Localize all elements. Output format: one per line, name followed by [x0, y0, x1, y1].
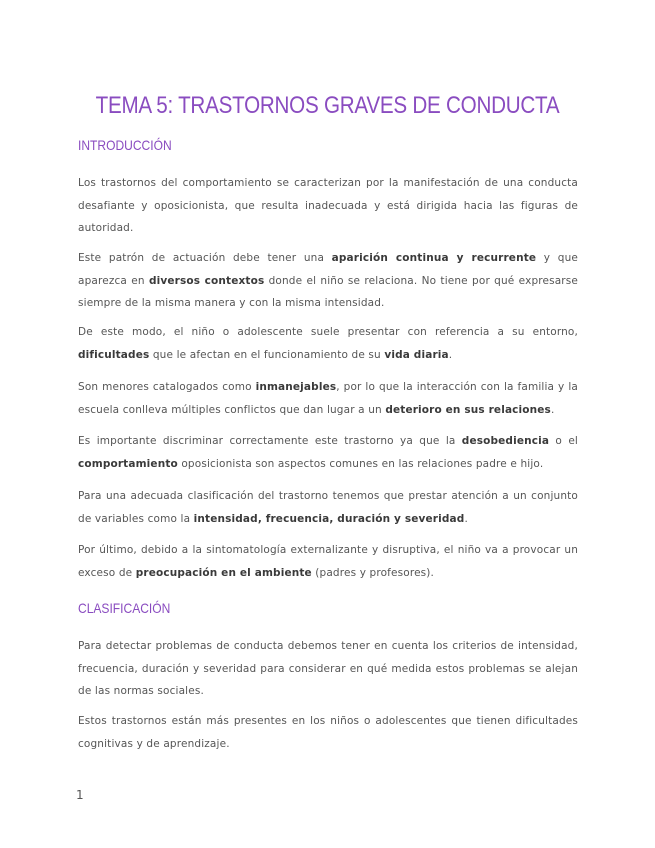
bold-desobediencia: desobediencia — [461, 435, 550, 447]
bold-variables: intensidad, frecuencia, duración y severidad — [193, 512, 465, 525]
section-heading-clasificacion: CLASIFICACIÓN — [78, 600, 171, 616]
paragraph-intro-2: Este patrón de actuación debe tener una aparición continua y recurrente y que aparezca en diversos contextos donde el niño se relaciona. No tiene por qué expresarse siempre de la misma manera y con la misma intensidad. — [78, 252, 579, 309]
bold-preocupacion: preocupación en el ambiente — [135, 566, 312, 579]
paragraph-intro-1: Los trastornos del comportamiento se caracterizan por la manifestación de una conducta desafiante y oposicionista, que resulta inadecuada y está dirigida hacia las figuras de autoridad. — [78, 177, 578, 234]
paragraph-intro-3: De este modo, el niño o adolescente suele presentar con referencia a su entorno, dificultades que le afectan en el funcionamiento de su vida diaria. — [78, 326, 578, 361]
bold-contextos: diversos contextos — [148, 274, 265, 287]
bold-comportamiento: comportamiento — [78, 457, 178, 470]
paragraph-clasificacion-1: Para detectar problemas de conducta debemos tener en cuenta los criterios de intensidad, frecuencia, duración y severidad para considerar en qué medida estos problemas se alejan de las normas sociales. — [78, 640, 578, 697]
paragraph-intro-5: Es importante discriminar correctamente este trastorno ya que la desobediencia o el comportamiento oposicionista son aspectos comunes en las relaciones padre e hijo. — [78, 435, 578, 470]
paragraph-intro-4: Son menores catalogados como inmanejables, por lo que la interacción con la familia y la escuela conlleva múltiples conflictos que dan lugar a un deterioro en sus relaciones. — [78, 381, 578, 416]
paragraph-intro-6: Para una adecuada clasificación del trastorno tenemos que prestar atención a un conjunto de variables como la intensidad, frecuencia, duración y severidad. — [78, 490, 578, 525]
section-heading-introduccion: INTRODUCCIÓN — [78, 137, 172, 153]
bold-vida-diaria: vida diaria — [384, 348, 449, 361]
paragraph-clasificacion-2: Estos trastornos están más presentes en los niños o adolescentes que tienen dificultades cognitivas y de aprendizaje. — [78, 715, 578, 750]
page-number: 1 — [76, 788, 84, 802]
bold-dificultades: dificultades — [78, 348, 150, 361]
document-title: TEMA 5: TRASTORNOS GRAVES DE CONDUCTA — [95, 92, 560, 119]
bold-inmanejables: inmanejables — [255, 381, 337, 393]
bold-deterioro: deterioro en sus relaciones — [385, 403, 551, 416]
paragraph-intro-7: Por último, debido a la sintomatología externalizante y disruptiva, el niño va a provocar un exceso de preocupación en el ambiente (padres y profesores). — [78, 544, 578, 579]
bold-aparicion: aparición continua y recurrente — [331, 252, 537, 264]
